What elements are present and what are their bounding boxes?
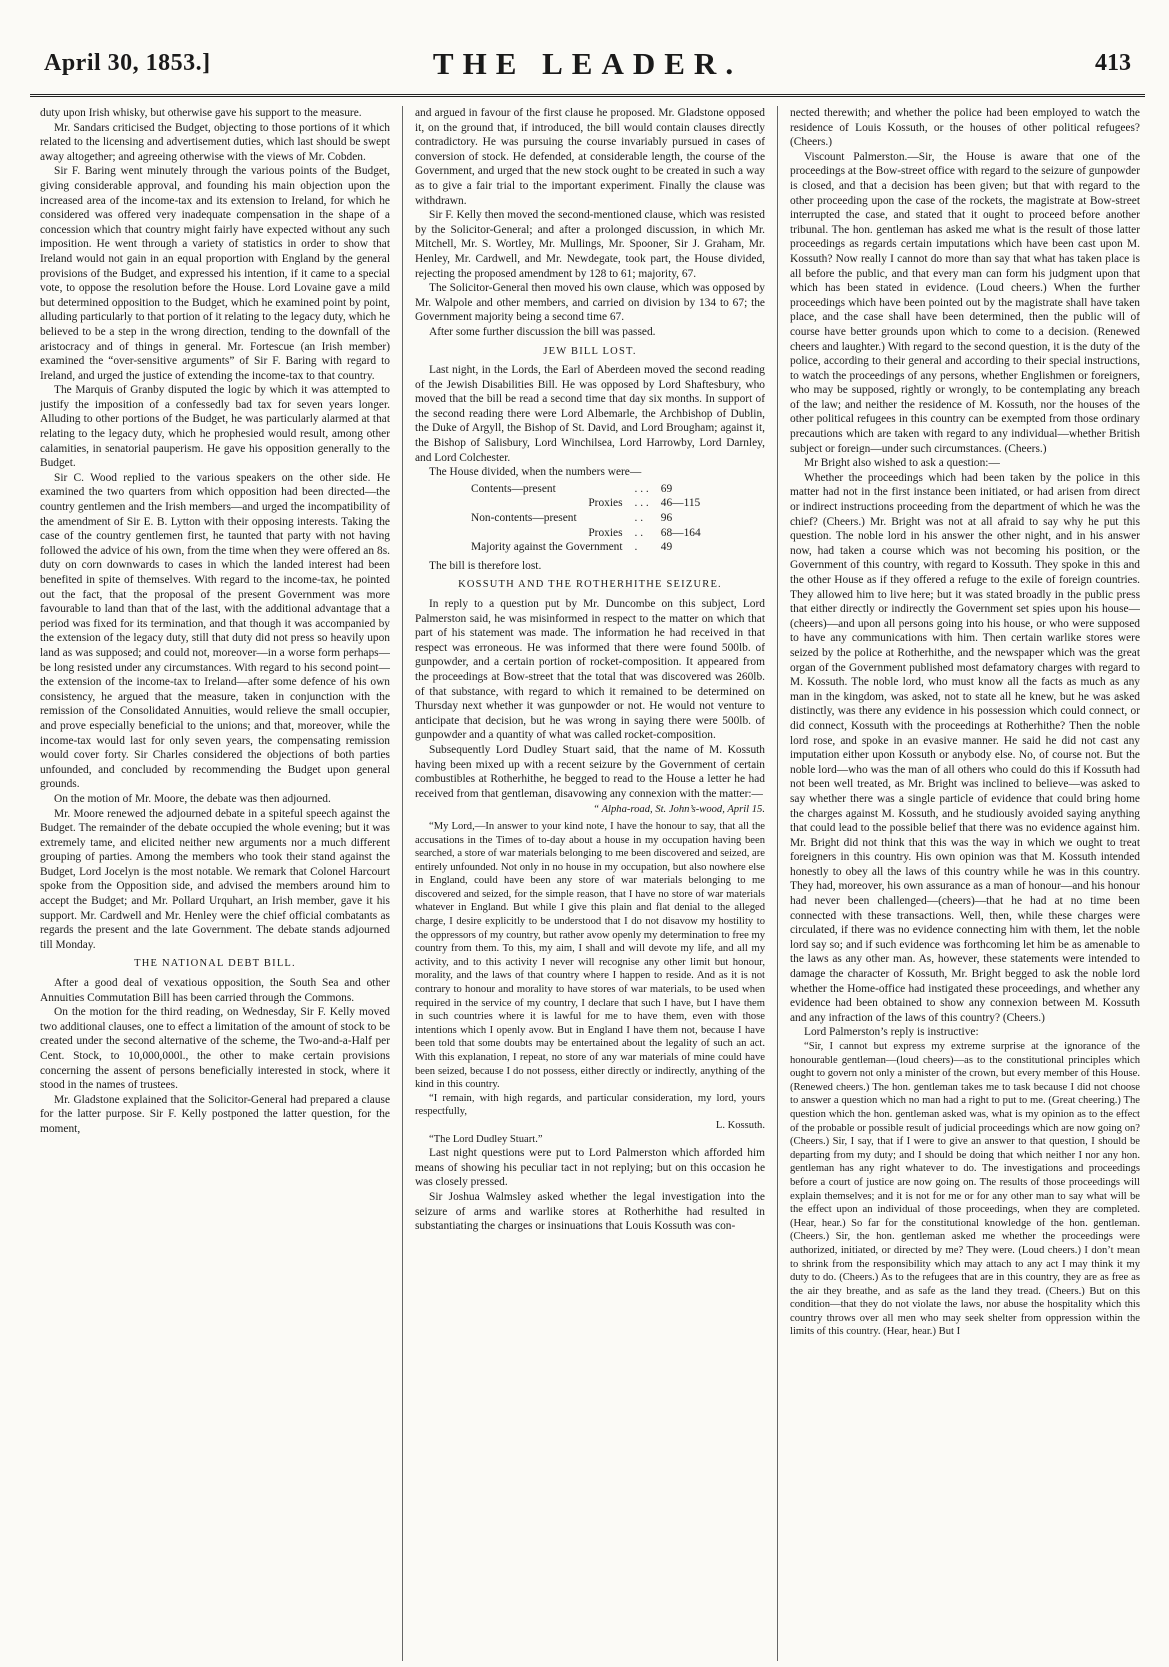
vote-dots: . . . bbox=[634, 482, 649, 495]
majority-label: Majority against the Government bbox=[471, 541, 623, 554]
division-table bbox=[465, 482, 707, 555]
vote-label: Non-contents—present bbox=[471, 512, 577, 525]
paragraph: nected therewith; and whether the police had been employed to watch the residence of Louis Kossuth, or the houses of other political refugees? (Cheers.) bbox=[790, 107, 1140, 149]
vote-dots: . . bbox=[634, 526, 644, 539]
letter-signature bbox=[415, 1119, 765, 1133]
paragraph: After a good deal of vexatious opposition, the South Sea and other Annuities Commutation Bill has been carried through the Commons. bbox=[40, 977, 390, 1004]
signature-name: L. Kossuth. bbox=[715, 1119, 765, 1131]
paragraph: duty upon Irish whisky, but otherwise gave his support to the measure. bbox=[40, 107, 362, 119]
majority-value: 49 bbox=[660, 541, 673, 554]
majority-dots: . bbox=[634, 541, 638, 554]
table-row bbox=[465, 511, 707, 526]
letter-closing: “I remain, with high regards, and particular consideration, my lord, yours respectfully, bbox=[415, 1092, 765, 1118]
vote-value: 69 bbox=[660, 482, 673, 495]
table-row bbox=[465, 482, 707, 497]
letter-address: “ Alpha-road, St. John’s-wood, April 15. bbox=[593, 804, 765, 816]
issue-date: April 30, 1853.] bbox=[44, 50, 211, 76]
paragraph: Mr. Sandars criticised the Budget, objecting to those portions of it which related to the licensing and advertisement duties, which last should be swept away altogether; and agreeing otherwise with the views of Mr. Cobden. bbox=[40, 121, 390, 163]
article-columns bbox=[40, 106, 1140, 1661]
paragraph: Viscount Palmerston.—Sir, the House is aware that one of the proceedings at the Bow-street office with regard to the seizure of gunpowder is closed, and that a decision has been given; but that with regard to the other proceeding upon the case of the rockets, the magistrate at Bow-street interrupted the case, and stated that it ought to proceed before another tribunal. The hon. gentleman has asked me what is the result of those latter proceedings as regards certain imputations which have been cast upon M. Kossuth? Now really I cannot do more than say that what has taken place is all before the public, and that every man can form his judgment upon that which has been stated in evidence. (Loud cheers.) When the further proceedings which have been pointed out by the magistrate shall have taken place, and the case shall have been determined, then the public will of course have better grounds upon which to come to a decision. (Renewed cheers and laughter.) With regard to the second question, it is the duty of the police, according to their general and according to their special instructions, to watch the proceedings of any persons, whether Englishmen or foreigners, who may be supposed, rightly or wrongly, to be contemplating any breach of the law; and neither the residence of M. Kossuth, nor the houses of the other political refugees in this country can be exempted from those ordinary precautions which are taken with regard to any individual—whether British subject or foreign—under such circumstances. (Cheers.) bbox=[790, 150, 1140, 455]
paragraph: Sir F. Kelly then moved the second-mentioned clause, which was resisted by the Solicitor-General; and after a prolonged discussion, in which Mr. Mitchell, Mr. S. Wortley, Mr. Mullings, Mr. Spooner, Sir J. Graham, Mr. Henley, Mr. Cardwell, and Mr. Newdegate, took part, the House divided, rejecting the proposed amendment by 128 to 61; majority, 67. bbox=[415, 209, 765, 280]
paragraph: The House divided, when the numbers were— bbox=[429, 466, 642, 479]
vote-label: Proxies bbox=[588, 526, 623, 539]
vote-dots: . . . bbox=[634, 497, 649, 510]
newspaper-title: THE LEADER. bbox=[432, 46, 743, 81]
paragraph: The Marquis of Granby disputed the logic by which it was attempted to justify the imposition of a confessedly bad tax for seven years longer. Alluding to other portions of the Budget, he was particularly alarmed at that relating to the legacy duty, which he prophesied would result, among other calamities, in senatorial pauperism. He gave his opposition generally to the Budget. bbox=[40, 384, 390, 470]
paragraph: Sir F. Baring went minutely through the various points of the Budget, giving considerable approval, and founding his main objection upon the increased area of the income-tax and its extension to Ireland, for which he considered was offered very inadequate compensation in the shape of a concession which that country might fairly have expected without any such imposition. He went through a variety of statistics in order to show that Ireland would not gain in an equal proportion with England by the general provisions of the Budget, and expressed his intention, if it came to a special vote, to oppose the resolution before the House. Lord Lovaine gave a mild but determined opposition to the Budget, which he examined point by point, alluding particularly to that portion of it relating to the legacy duty, which he believed to be a step in the wrong direction, tending to the downfall of the aristocracy and of things in general. Mr. Fortescue (an Irish member) examined the “over-sensitive arguments” of Sir F. Baring with regard to Ireland, and urged the justice of extending the income-tax to that country. bbox=[40, 165, 390, 382]
paragraph: On the motion of Mr. Moore, the debate was then adjourned. bbox=[54, 792, 331, 805]
masthead-rule bbox=[30, 94, 1145, 97]
paragraph: Mr. Gladstone explained that the Solicitor-General had prepared a clause for the latter purpose. Sir F. Kelly postponed the latter question, for the moment, bbox=[40, 1093, 390, 1135]
paragraph: The bill is therefore lost. bbox=[429, 559, 542, 572]
paragraph: Mr Bright also wished to ask a question:— bbox=[804, 457, 1000, 470]
paragraph: Sir C. Wood replied to the various speakers on the other side. He examined the two quarters from which opposition had been directed—the country gentlemen and the Irish members—and urged the incompatibility of the amendment of Sir E. B. Lytton with their opposing interests. Taking the case of the country gentlemen first, he taunted that party with not having followed the advice of his own, from the time when they were offered an 8s. duty on corn downwards to cases in which the landed interest had been benefited in spite of themselves. With regard to the income-tax, he pointed out the fact, that the proposal of the present Government was more favourable to land than that of the last, with the additional advantage that a period was fixed for its termination, and that though it was accompanied by the extension of the legacy duty, still that duty did not press so heavily upon land as was supposed; and could not, moreover—in a worse form perhaps—be long resisted under any circumstances. With regard to his second point—the extension of the income-tax to Ireland—after some defence of his own consistency, he argued that the measure, taken in conjunction with the remission of the Consolidated Annuities, would relieve the small occupier, and prove especially beneficial to the unions; and that, moreover, while the income-tax would last for only seven years, the compensating remission would cover forty. Sir Charles considered the objections of both parties unfounded, and concluded by recommending the Budget upon general grounds. bbox=[40, 471, 390, 791]
vote-value: 68—164 bbox=[660, 526, 701, 539]
paragraph: On the motion for the third reading, on Wednesday, Sir F. Kelly moved two additional clauses, one to effect a limitation of the amount of stock to be created under the second alternative of the scheme, the Two-and-a-Half per Cent. Stock, to 10,000,000l., the other to make certain provisions concerning the assent of persons beneficially interested in stock, where it stood in the names of trustees. bbox=[40, 1006, 390, 1092]
vote-value: 96 bbox=[660, 512, 673, 525]
section-heading: KOSSUTH AND THE ROTHERHITHE SEIZURE. bbox=[458, 579, 722, 591]
table-row bbox=[465, 526, 707, 541]
masthead bbox=[30, 46, 1145, 98]
table-row bbox=[465, 496, 707, 511]
section-heading: THE NATIONAL DEBT BILL. bbox=[134, 958, 296, 970]
vote-dots: . . bbox=[634, 512, 644, 525]
paragraph: Last night, in the Lords, the Earl of Aberdeen moved the second reading of the Jewish Disabilities Bill. He was opposed by Lord Shaftesbury, who moved that the bill be read a second time that day six months. In support of the second reading there were Lord Albemarle, the Archbishop of Dublin, the Duke of Argyll, the Bishop of St. David, and Lord Brougham; against it, the Bishop of Salisbury, Lord Winchilsea, Lord Harrowby, Lord Darnley, and Lord Colchester. bbox=[415, 364, 765, 464]
page-number: 413 bbox=[1095, 50, 1131, 76]
vote-label: Proxies bbox=[588, 497, 623, 510]
letter-recipient: “The Lord Dudley Stuart.” bbox=[429, 1133, 543, 1145]
paragraph: Whether the proceedings which had been taken by the police in this matter had not in the first instance been initiated, or had arisen from direct or indirect instructions proceeding from the department of which he was the chief? (Cheers.) Mr. Bright was not at all afraid to say why he put this question. The noble lord in his answer the other night, and in his answer now, had taken a course which was not becoming his position, or the Government of this country, with regard to Kossuth. They spoke in this and the other House as if they offered a refuge to the exile of foreign countries. They allowed him to live here; but it was stated broadly in the public press that either directly or indirectly the Government set spies upon his house—(cheers)—and upon all persons going into his house, or who were supposed to have any communications with him. Then certain warlike stores were seized by the police at Rotherhithe, and the newspaper which was the great organ of the Government published most defamatory charges with regard to M. Kossuth. The noble lord, who must know all the facts as much as any man in the kingdom, was asked, not to state all he knew, but he was asked distinctly, was there any evidence in his possession which could connect, or did connect, Kossuth with the proceedings at Rotherhithe? Then the noble lord rose, and spoke in an evasive manner. He said he did not cast any imputation either upon Kossuth or anybody else. No, of course not. But the noble lord—who was the man of all others who could do this if Kossuth had not been well treated, as Mr. Bright was inclined to believe—was asked to say whether there was a single particle of evidence that could bring home the charges against M. Kossuth, and he studiously avoided saying anything that could lead to the possible belief that there was no evidence against him. Mr. Bright did not think that this was the way in which we ought to treat foreigners in this country. His own opinion was that M. Kossuth intended honestly to obey all the laws of this country while he was in this country. They had, moreover, his own assurance as a man of honour—and his honour had never been challenged—(cheers)—that he had at no time been connected with these transactions. Well, then, while these charges were circulated, if there was no evidence connecting him with them, let the noble lord say so; and if such evidence was forthcoming let him be as amenable to the laws as any other man. As, however, these statements were intended to damage the character of Kossuth, Mr. Bright begged to ask the noble lord whether the Home-office had instigated these proceedings, and whether any evidence had been obtained to show any connexion between M. Kossuth and any infraction of the laws of this country? (Cheers.) bbox=[790, 471, 1140, 1024]
letter-body: “My Lord,—In answer to your kind note, I have the honour to say, that all the accusations in the Times of to-day about a house in my occupation having been searched, a store of war materials belonging to me been discovered and seized, are entirely unfounded. Not only in no house in my occupation, but also nowhere else in England, could have been any store of war materials belonging to me discovered and seized, for the simple reason, that I have no store of war materials whatever in England. But while I give this plain and flat denial to the alleged charge, I desire explicitly to be understood that I do not disavow my hostility to the oppressors of my country, but rather avow openly my determination to free my country from them. To this, my aim, I shall and will devote my life, and all my activity, and to this activity I never will recognise any other limit but honour, morality, and the laws of that country where I happen to reside. And as it is not contrary to honour and morality to have stores of war materials, to be used when required in the service of my country, I declare that such I have, but I have them in such countries where it is lawful for me to have them, even with those intentions which I openly avow. But in England I have them not, because I have been told that some doubts may be entertained about the legality of such an act. With this explanation, I repeat, no store of any war materials of mine could have been seized, because I do not possess, either directly or indirectly, anything of the kind in this country. bbox=[415, 820, 765, 1091]
column-2 bbox=[402, 106, 765, 1661]
section-heading: JEW BILL LOST. bbox=[543, 345, 637, 357]
quoted-reply: “Sir, I cannot but express my extreme surprise at the ignorance of the honourable gentleman—(loud cheers)—as to the constitutional principles which ought to govern not only a minister of the crown, but every member of this House. (Renewed cheers.) The hon. gentleman takes me to task because I did not choose to answer a question which no man had a right to put to me. (Great cheering.) The question which the hon. gentleman asked was, what is my opinion as to the effect of the probable or possible result of judicial proceedings which are now going on? (Cheers.) Sir, I say, that if I were to give an answer to that question, I should be departing from my duty; and I should be doing that which neither I nor any hon. gentleman has any right whatever to do. The investigations and proceedings before a court of justice are now going on. The results of those proceedings will explain themselves; and it is not for me or for any other man to say what will be the effect upon an individual of those proceedings, when they are completed. (Hear, hear.) So far for the constitutional knowledge of the hon. gentleman. (Cheers.) Sir, the hon. gentleman asked me whether the proceedings were authorized, initiated, or directed by me? They were. (Loud cheers.) I don’t mean to shrink from the responsibility which may attach to any act I may think it my duty to do. (Cheers.) As to the refugees that are in this country, they are as free as the air they breathe, and as safe as the land they tread. (Cheers.) But on this condition—that they do not violate the laws, nor abuse the hospitality which this country throws over all men who may seek shelter from oppression within the limits of this country. (Hear, hear.) But I bbox=[790, 1041, 1140, 1338]
column-3 bbox=[777, 106, 1140, 1661]
paragraph: Lord Palmerston’s reply is instructive: bbox=[804, 1026, 979, 1039]
vote-label: Contents—present bbox=[471, 482, 556, 495]
paragraph: In reply to a question put by Mr. Duncombe on this subject, Lord Palmerston said, he was misinformed in respect to the matter on which that part of his statement was made. The information he had received in that respect was erroneous. He was informed that there were found 500lb. of gunpowder, and a certain portion of rocket-composition. It appeared from the proceedings at Bow-street that the total that was discovered was 260lb. of that substance, with regard to which it remained to be determined on Thursday next whether it was gunpowder or not. He would not venture to anticipate that decision, but he was wrong in saying there were 500lb. of gunpowder and a quantity of what was called rocket-composition. bbox=[415, 598, 765, 742]
paragraph: Last night questions were put to Lord Palmerston which afforded him means of showing his peculiar tact in not replying; but on this occasion he was closely pressed. bbox=[415, 1147, 765, 1189]
paragraph: and argued in favour of the first clause he proposed. Mr. Gladstone opposed it, on the ground that, if introduced, the bill would contain clauses directly contradictory. He was pursuing the course invariably pursued in cases of conversion of stock. He defended, at considerable length, the course of the Government, and urged that the new stock ought to be created in such a way as to give a fair trial to the important experiment. Finally the clause was withdrawn. bbox=[415, 107, 765, 207]
paragraph: Subsequently Lord Dudley Stuart said, that the name of M. Kossuth having been mixed up with a recent seizure by the Government of certain combustibles at Rotherhithe, he begged to read to the House a letter he had received from that gentleman, disavowing any connexion with the matter:— bbox=[415, 743, 765, 800]
vote-value: 46—115 bbox=[660, 497, 701, 510]
paragraph: After some further discussion the bill was passed. bbox=[429, 325, 656, 338]
paragraph: Sir Joshua Walmsley asked whether the legal investigation into the seizure of arms and warlike stores at Rotherhithe had resulted in substantiating the charges or insinuations that Louis Kossuth was con- bbox=[415, 1190, 765, 1233]
paragraph: The Solicitor-General then moved his own clause, which was opposed by Mr. Walpole and other members, and carried on division by 134 to 67; the Government majority being a second time 67. bbox=[415, 282, 765, 324]
column-1 bbox=[40, 106, 390, 1661]
paragraph: Mr. Moore renewed the adjourned debate in a spiteful speech against the Budget. The remainder of the debate occupied the whole evening; but it was extremely tame, and elicited neither new arguments nor a much different grouping of parties. Among the members who took their stand against the Budget, Lord Jocelyn is the most notable. We remark that Colonel Harcourt spoke from the Opposition side, and advised the members around him to accept the Budget; and Mr. Pollard Urquhart, an Irish member, gave it his support. Mr. Cardwell and Mr. Henley were the chief official combatants as regards the present and the late Government. The debate stands adjourned till Monday. bbox=[40, 807, 390, 951]
table-row bbox=[465, 540, 707, 555]
